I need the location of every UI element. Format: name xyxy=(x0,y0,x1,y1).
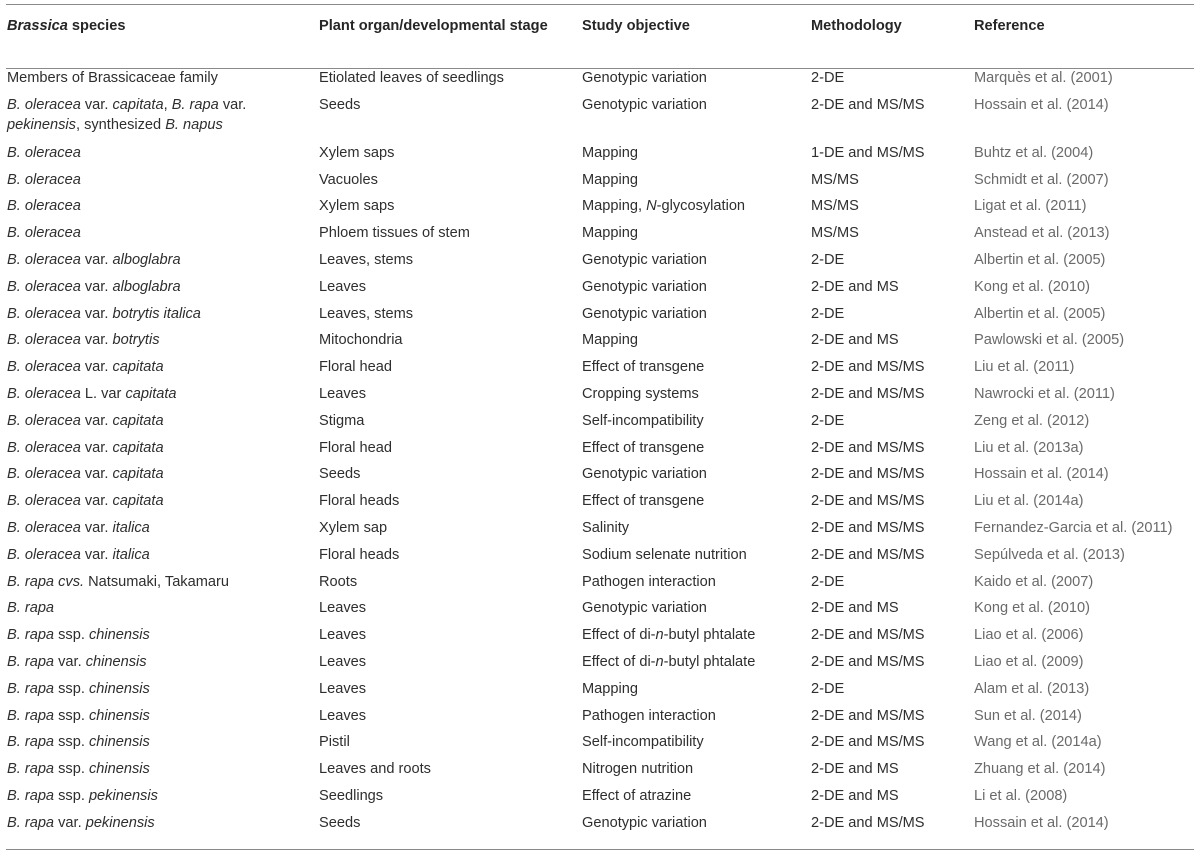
cell-objective: Mapping xyxy=(582,332,638,349)
cell-methodology: 2-DE and MS xyxy=(811,761,899,778)
cell-methodology: 2-DE and MS/MS xyxy=(811,627,925,644)
table-row xyxy=(0,759,1200,786)
cell-organ: Seeds xyxy=(319,96,361,113)
table-row xyxy=(0,68,1200,95)
header-methodology: Methodology xyxy=(811,18,902,34)
table-row xyxy=(0,464,1200,491)
cell-organ: Phloem tissues of stem xyxy=(319,225,470,242)
cell-methodology: 2-DE xyxy=(811,680,845,697)
cell-organ: Etiolated leaves of seedlings xyxy=(319,70,504,86)
cell-organ: Vacuoles xyxy=(319,171,378,188)
cell-organ: Floral head xyxy=(319,359,393,376)
cell-organ: Leaves xyxy=(319,385,367,402)
table-row xyxy=(0,250,1200,277)
table-row xyxy=(0,384,1200,411)
cell-objective: Genotypic variation xyxy=(582,600,707,617)
cell-species: B. oleracea var. capitata xyxy=(7,493,164,510)
cell-reference: Albertin et al. (2005) xyxy=(974,305,1106,322)
table-row xyxy=(0,518,1200,545)
cell-reference: Sepúlveda et al. (2013) xyxy=(974,546,1125,563)
cell-reference: Nawrocki et al. (2011) xyxy=(974,385,1115,402)
cell-reference: Schmidt et al. (2007) xyxy=(974,171,1109,188)
cell-methodology: 2-DE and MS/MS xyxy=(811,519,925,536)
cell-reference: Sun et al. (2014) xyxy=(974,707,1082,724)
cell-reference: Liu et al. (2013a) xyxy=(974,439,1084,456)
cell-reference: Kaido et al. (2007) xyxy=(974,573,1094,590)
cell-reference: Zeng et al. (2012) xyxy=(974,412,1090,429)
cell-reference: Ligat et al. (2011) xyxy=(974,198,1087,215)
header-species xyxy=(0,0,319,58)
cell-species: B. oleracea var. capitata xyxy=(7,359,164,376)
cell-methodology: 2-DE xyxy=(811,573,845,590)
cell-reference: Kong et al. (2010) xyxy=(974,600,1091,617)
cell-objective: Salinity xyxy=(582,519,630,536)
cell-objective: Nitrogen nutrition xyxy=(582,761,694,778)
header-species-label: species xyxy=(67,18,126,34)
header-reference: Reference xyxy=(974,18,1045,34)
cell-reference: Fernandez-Garcia et al. (2011) xyxy=(974,519,1173,536)
cell-organ: Seedlings xyxy=(319,787,384,804)
cell-species: B. oleracea var. italica xyxy=(7,519,150,536)
cell-organ: Leaves xyxy=(319,627,367,644)
cell-objective: Effect of transgene xyxy=(582,359,705,376)
cell-species: B. oleracea var. alboglabra xyxy=(7,278,181,295)
cell-methodology: 2-DE and MS xyxy=(811,787,899,804)
cell-methodology: 2-DE and MS/MS xyxy=(811,96,925,113)
cell-organ: Xylem saps xyxy=(319,198,395,215)
cell-species: B. oleracea xyxy=(7,144,81,161)
cell-methodology: 2-DE xyxy=(811,305,845,322)
cell-species: B. oleracea var. botrytis italica xyxy=(7,305,201,322)
cell-organ: Seeds xyxy=(319,466,361,483)
cell-objective: Mapping xyxy=(582,680,638,697)
cell-methodology: 2-DE and MS/MS xyxy=(811,493,925,510)
cell-species: B. oleracea L. var capitata xyxy=(7,385,177,402)
cell-methodology: 2-DE xyxy=(811,251,845,268)
cell-organ: Xylem saps xyxy=(319,144,395,161)
cell-reference: Liu et al. (2014a) xyxy=(974,493,1084,510)
cell-objective: Self-incompatibility xyxy=(582,734,704,751)
table-row xyxy=(0,304,1200,331)
cell-methodology: 2-DE and MS/MS xyxy=(811,653,925,670)
cell-species: B. rapa var. chinensis xyxy=(7,653,147,670)
cell-methodology: 2-DE and MS/MS xyxy=(811,439,925,456)
cell-organ: Leaves, stems xyxy=(319,305,414,322)
cell-organ: Leaves xyxy=(319,278,367,295)
cell-reference: Li et al. (2008) xyxy=(974,787,1068,804)
table-row xyxy=(0,679,1200,706)
table-spacer xyxy=(0,58,1200,68)
cell-organ: Leaves, stems xyxy=(319,251,414,268)
cell-methodology: 2-DE and MS/MS xyxy=(811,707,925,724)
table-row xyxy=(0,330,1200,357)
table-row xyxy=(0,170,1200,197)
table-row xyxy=(0,491,1200,518)
cell-species: B. oleracea var. capitata xyxy=(7,412,164,429)
cell-organ: Floral head xyxy=(319,439,393,456)
cell-species: B. oleracea var. capitata xyxy=(7,439,164,456)
cell-species: Members of Brassicaceae family xyxy=(7,70,218,86)
table-row xyxy=(0,143,1200,170)
cell-objective: Mapping, N-glycosylation xyxy=(582,198,746,215)
cell-methodology: MS/MS xyxy=(811,225,859,242)
table-row xyxy=(0,706,1200,733)
cell-organ: Xylem sap xyxy=(319,519,388,536)
table-row xyxy=(0,411,1200,438)
cell-reference: Wang et al. (2014a) xyxy=(974,734,1102,751)
cell-organ: Stigma xyxy=(319,412,365,429)
cell-objective: Effect of di-n-butyl phtalate xyxy=(582,653,756,670)
table-row xyxy=(0,652,1200,679)
cell-species: B. oleracea var. alboglabra xyxy=(7,251,181,268)
table-row xyxy=(0,732,1200,759)
cell-objective: Mapping xyxy=(582,225,638,242)
cell-methodology: 2-DE and MS/MS xyxy=(811,734,925,751)
cell-methodology: 2-DE and MS/MS xyxy=(811,466,925,483)
cell-objective: Mapping xyxy=(582,171,638,188)
cell-objective: Genotypic variation xyxy=(582,814,707,831)
cell-objective: Genotypic variation xyxy=(582,251,707,268)
cell-methodology: 2-DE xyxy=(811,70,845,86)
cell-reference: Albertin et al. (2005) xyxy=(974,251,1106,268)
cell-reference: Marquès et al. (2001) xyxy=(974,70,1113,86)
cell-reference: Anstead et al. (2013) xyxy=(974,225,1110,242)
cell-reference: Hossain et al. (2014) xyxy=(974,814,1109,831)
cell-species: B. rapa xyxy=(7,600,55,617)
cell-species: B. rapa ssp. chinensis xyxy=(7,627,150,644)
cell-organ: Mitochondria xyxy=(319,332,403,349)
table-row xyxy=(0,357,1200,384)
cell-species: B. rapa var. pekinensis xyxy=(7,814,155,831)
cell-species: B. oleracea var. capitata, B. rapa var. pekinensis, synthesized B. napus xyxy=(7,96,247,133)
cell-organ: Leaves xyxy=(319,707,367,724)
table-header xyxy=(0,0,1200,58)
cell-objective: Effect of atrazine xyxy=(582,787,692,804)
cell-organ: Seeds xyxy=(319,814,361,831)
cell-methodology: 2-DE and MS xyxy=(811,278,899,295)
cell-species: B. oleracea xyxy=(7,171,81,188)
cell-objective: Self-incompatibility xyxy=(582,412,704,429)
cell-reference: Hossain et al. (2014) xyxy=(974,466,1109,483)
table-row xyxy=(0,786,1200,813)
cell-objective: Genotypic variation xyxy=(582,466,707,483)
table-row xyxy=(0,277,1200,304)
cell-reference: Liao et al. (2009) xyxy=(974,653,1084,670)
table-body xyxy=(0,58,1200,840)
cell-objective: Pathogen interaction xyxy=(582,707,716,724)
table-row xyxy=(0,572,1200,599)
cell-methodology: 2-DE and MS/MS xyxy=(811,814,925,831)
cell-reference: Liu et al. (2011) xyxy=(974,359,1075,376)
cell-organ: Leaves xyxy=(319,680,367,697)
cell-objective: Genotypic variation xyxy=(582,278,707,295)
cell-objective: Genotypic variation xyxy=(582,70,707,86)
cell-methodology: 2-DE and MS xyxy=(811,332,899,349)
cell-reference: Alam et al. (2013) xyxy=(974,680,1090,697)
cell-organ: Leaves and roots xyxy=(319,761,431,778)
cell-objective: Effect of transgene xyxy=(582,493,705,510)
table-row xyxy=(0,598,1200,625)
table-row xyxy=(0,95,1200,143)
table-row xyxy=(0,625,1200,652)
cell-reference: Hossain et al. (2014) xyxy=(974,96,1109,113)
cell-organ: Pistil xyxy=(319,734,350,751)
cell-objective: Genotypic variation xyxy=(582,96,707,113)
cell-methodology: 2-DE and MS/MS xyxy=(811,546,925,563)
header-objective: Study objective xyxy=(582,18,690,34)
cell-organ: Leaves xyxy=(319,653,367,670)
cell-species: B. rapa ssp. chinensis xyxy=(7,761,150,778)
cell-objective: Effect of transgene xyxy=(582,439,705,456)
table-row xyxy=(0,545,1200,572)
table-row xyxy=(0,196,1200,223)
cell-objective: Genotypic variation xyxy=(582,305,707,322)
cell-species: B. rapa ssp. chinensis xyxy=(7,680,150,697)
cell-species: B. rapa ssp. pekinensis xyxy=(7,787,158,804)
cell-species: B. rapa cvs. Natsumaki, Takamaru xyxy=(7,573,229,590)
cell-species: B. rapa ssp. chinensis xyxy=(7,707,150,724)
cell-objective: Sodium selenate nutrition xyxy=(582,546,747,563)
header-organ: Plant organ/developmental stage xyxy=(319,18,548,34)
cell-species: B. rapa ssp. chinensis xyxy=(7,734,150,751)
cell-methodology: 2-DE and MS/MS xyxy=(811,359,925,376)
cell-reference: Liao et al. (2006) xyxy=(974,627,1084,644)
cell-species: B. oleracea var. italica xyxy=(7,546,150,563)
cell-species: B. oleracea var. botrytis xyxy=(7,332,160,349)
cell-methodology: MS/MS xyxy=(811,198,859,215)
cell-methodology: MS/MS xyxy=(811,171,859,188)
cell-reference: Pawlowski et al. (2005) xyxy=(974,332,1125,349)
cell-objective: Effect of di-n-butyl phtalate xyxy=(582,627,756,644)
cell-objective: Cropping systems xyxy=(582,385,699,402)
cell-organ: Leaves xyxy=(319,600,367,617)
cell-reference: Kong et al. (2010) xyxy=(974,278,1091,295)
cell-methodology: 1-DE and MS/MS xyxy=(811,144,925,161)
cell-methodology: 2-DE and MS/MS xyxy=(811,385,925,402)
cell-reference: Buhtz et al. (2004) xyxy=(974,144,1094,161)
cell-organ: Roots xyxy=(319,573,358,590)
cell-reference: Zhuang et al. (2014) xyxy=(974,761,1106,778)
cell-species: B. oleracea xyxy=(7,225,81,242)
table-row xyxy=(0,813,1200,840)
table-bottom-rule xyxy=(6,849,1194,850)
cell-methodology: 2-DE xyxy=(811,412,845,429)
table-row xyxy=(0,438,1200,465)
cell-organ: Floral heads xyxy=(319,493,400,510)
cell-organ: Floral heads xyxy=(319,546,400,563)
cell-species: B. oleracea var. capitata xyxy=(7,466,164,483)
table-row xyxy=(0,223,1200,250)
cell-objective: Pathogen interaction xyxy=(582,573,716,590)
cell-objective: Mapping xyxy=(582,144,638,161)
header-species-genus: Brassica xyxy=(7,18,68,34)
cell-species: B. oleracea xyxy=(7,198,81,215)
cell-methodology: 2-DE and MS xyxy=(811,600,899,617)
